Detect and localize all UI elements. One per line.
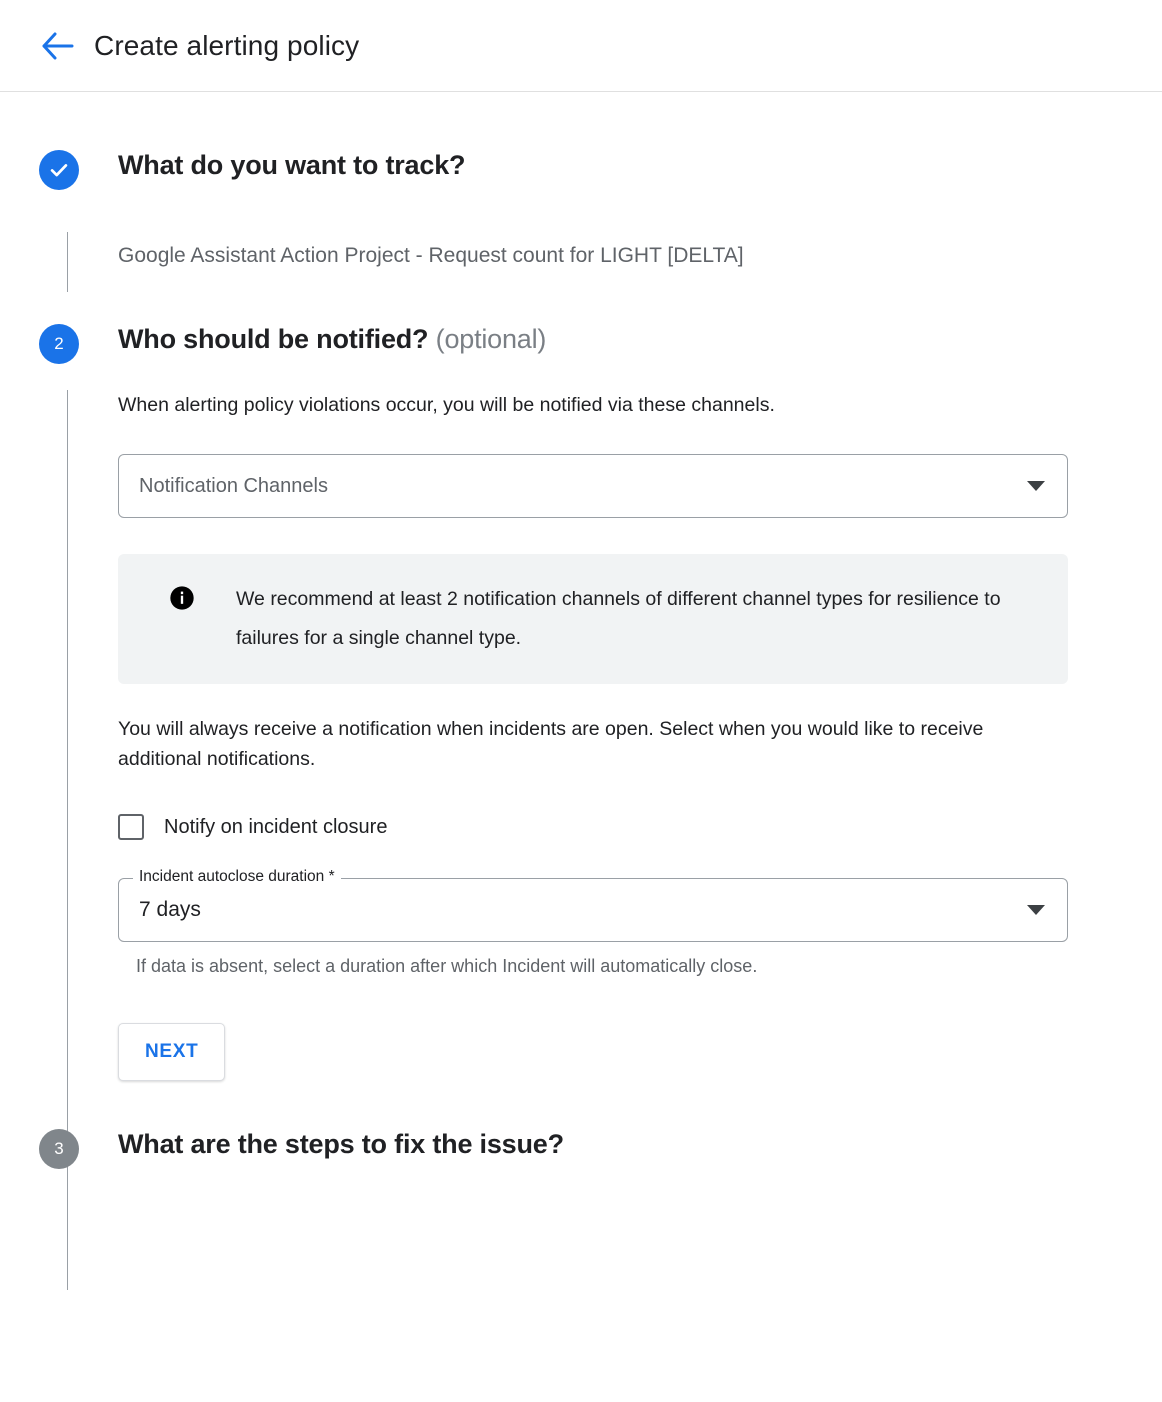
step-2-marker-col <box>0 322 118 364</box>
info-icon <box>168 584 196 617</box>
step-2-number-badge: 2 <box>39 324 79 364</box>
step-2-title <box>118 322 546 356</box>
step-3 <box>0 1127 1162 1169</box>
step-2-body <box>0 390 1162 1081</box>
chevron-down-icon <box>1027 481 1045 491</box>
step-1-title: What do you want to track? <box>118 150 466 180</box>
additional-notifications-text: You will always receive a notification when incidents are open. Select when you would like to receive additional notifications. <box>118 718 984 770</box>
recommendation-info-panel <box>118 554 1068 684</box>
wizard-content <box>0 92 1162 1169</box>
incident-autoclose-duration-select[interactable] <box>118 868 1068 942</box>
step-1-marker-col <box>0 148 118 190</box>
step-2-intro: When alerting policy violations occur, you will be notified via these channels. <box>118 394 775 416</box>
notify-on-closure-row[interactable] <box>118 814 1068 840</box>
back-arrow-icon[interactable] <box>28 31 88 61</box>
chevron-down-icon <box>1027 905 1045 915</box>
step-1-complete-icon <box>39 150 79 190</box>
incident-autoclose-duration-value: 7 days <box>139 898 201 921</box>
incident-autoclose-help-text: If data is absent, select a duration after which Incident will automatically close. <box>136 956 758 976</box>
step-1 <box>0 148 1162 190</box>
recommendation-info-text: We recommend at least 2 notification channels of different channel types for resilience to failures for a single channel type. <box>236 588 1001 649</box>
next-button[interactable]: NEXT <box>118 1023 225 1081</box>
step-2 <box>0 322 1162 364</box>
step-1-summary: Google Assistant Action Project - Request count for LIGHT [DELTA] <box>118 244 744 267</box>
step-1-connector <box>67 232 68 292</box>
incident-autoclose-duration-legend: Incident autoclose duration * <box>133 868 341 886</box>
step-3-number-badge: 3 <box>39 1129 79 1169</box>
step-3-marker-col <box>0 1127 118 1169</box>
step-2-optional-label: (optional) <box>435 324 547 354</box>
page-title: Create alerting policy <box>94 29 360 61</box>
app-header <box>0 0 1162 92</box>
notify-on-closure-checkbox[interactable] <box>118 814 144 840</box>
notify-on-closure-label: Notify on incident closure <box>164 815 388 838</box>
notification-channels-label: Notification Channels <box>139 474 328 497</box>
step-2-title-text: Who should be notified? <box>118 324 429 354</box>
notification-channels-select[interactable] <box>118 454 1068 518</box>
step-3-title: What are the steps to fix the issue? <box>118 1129 564 1159</box>
